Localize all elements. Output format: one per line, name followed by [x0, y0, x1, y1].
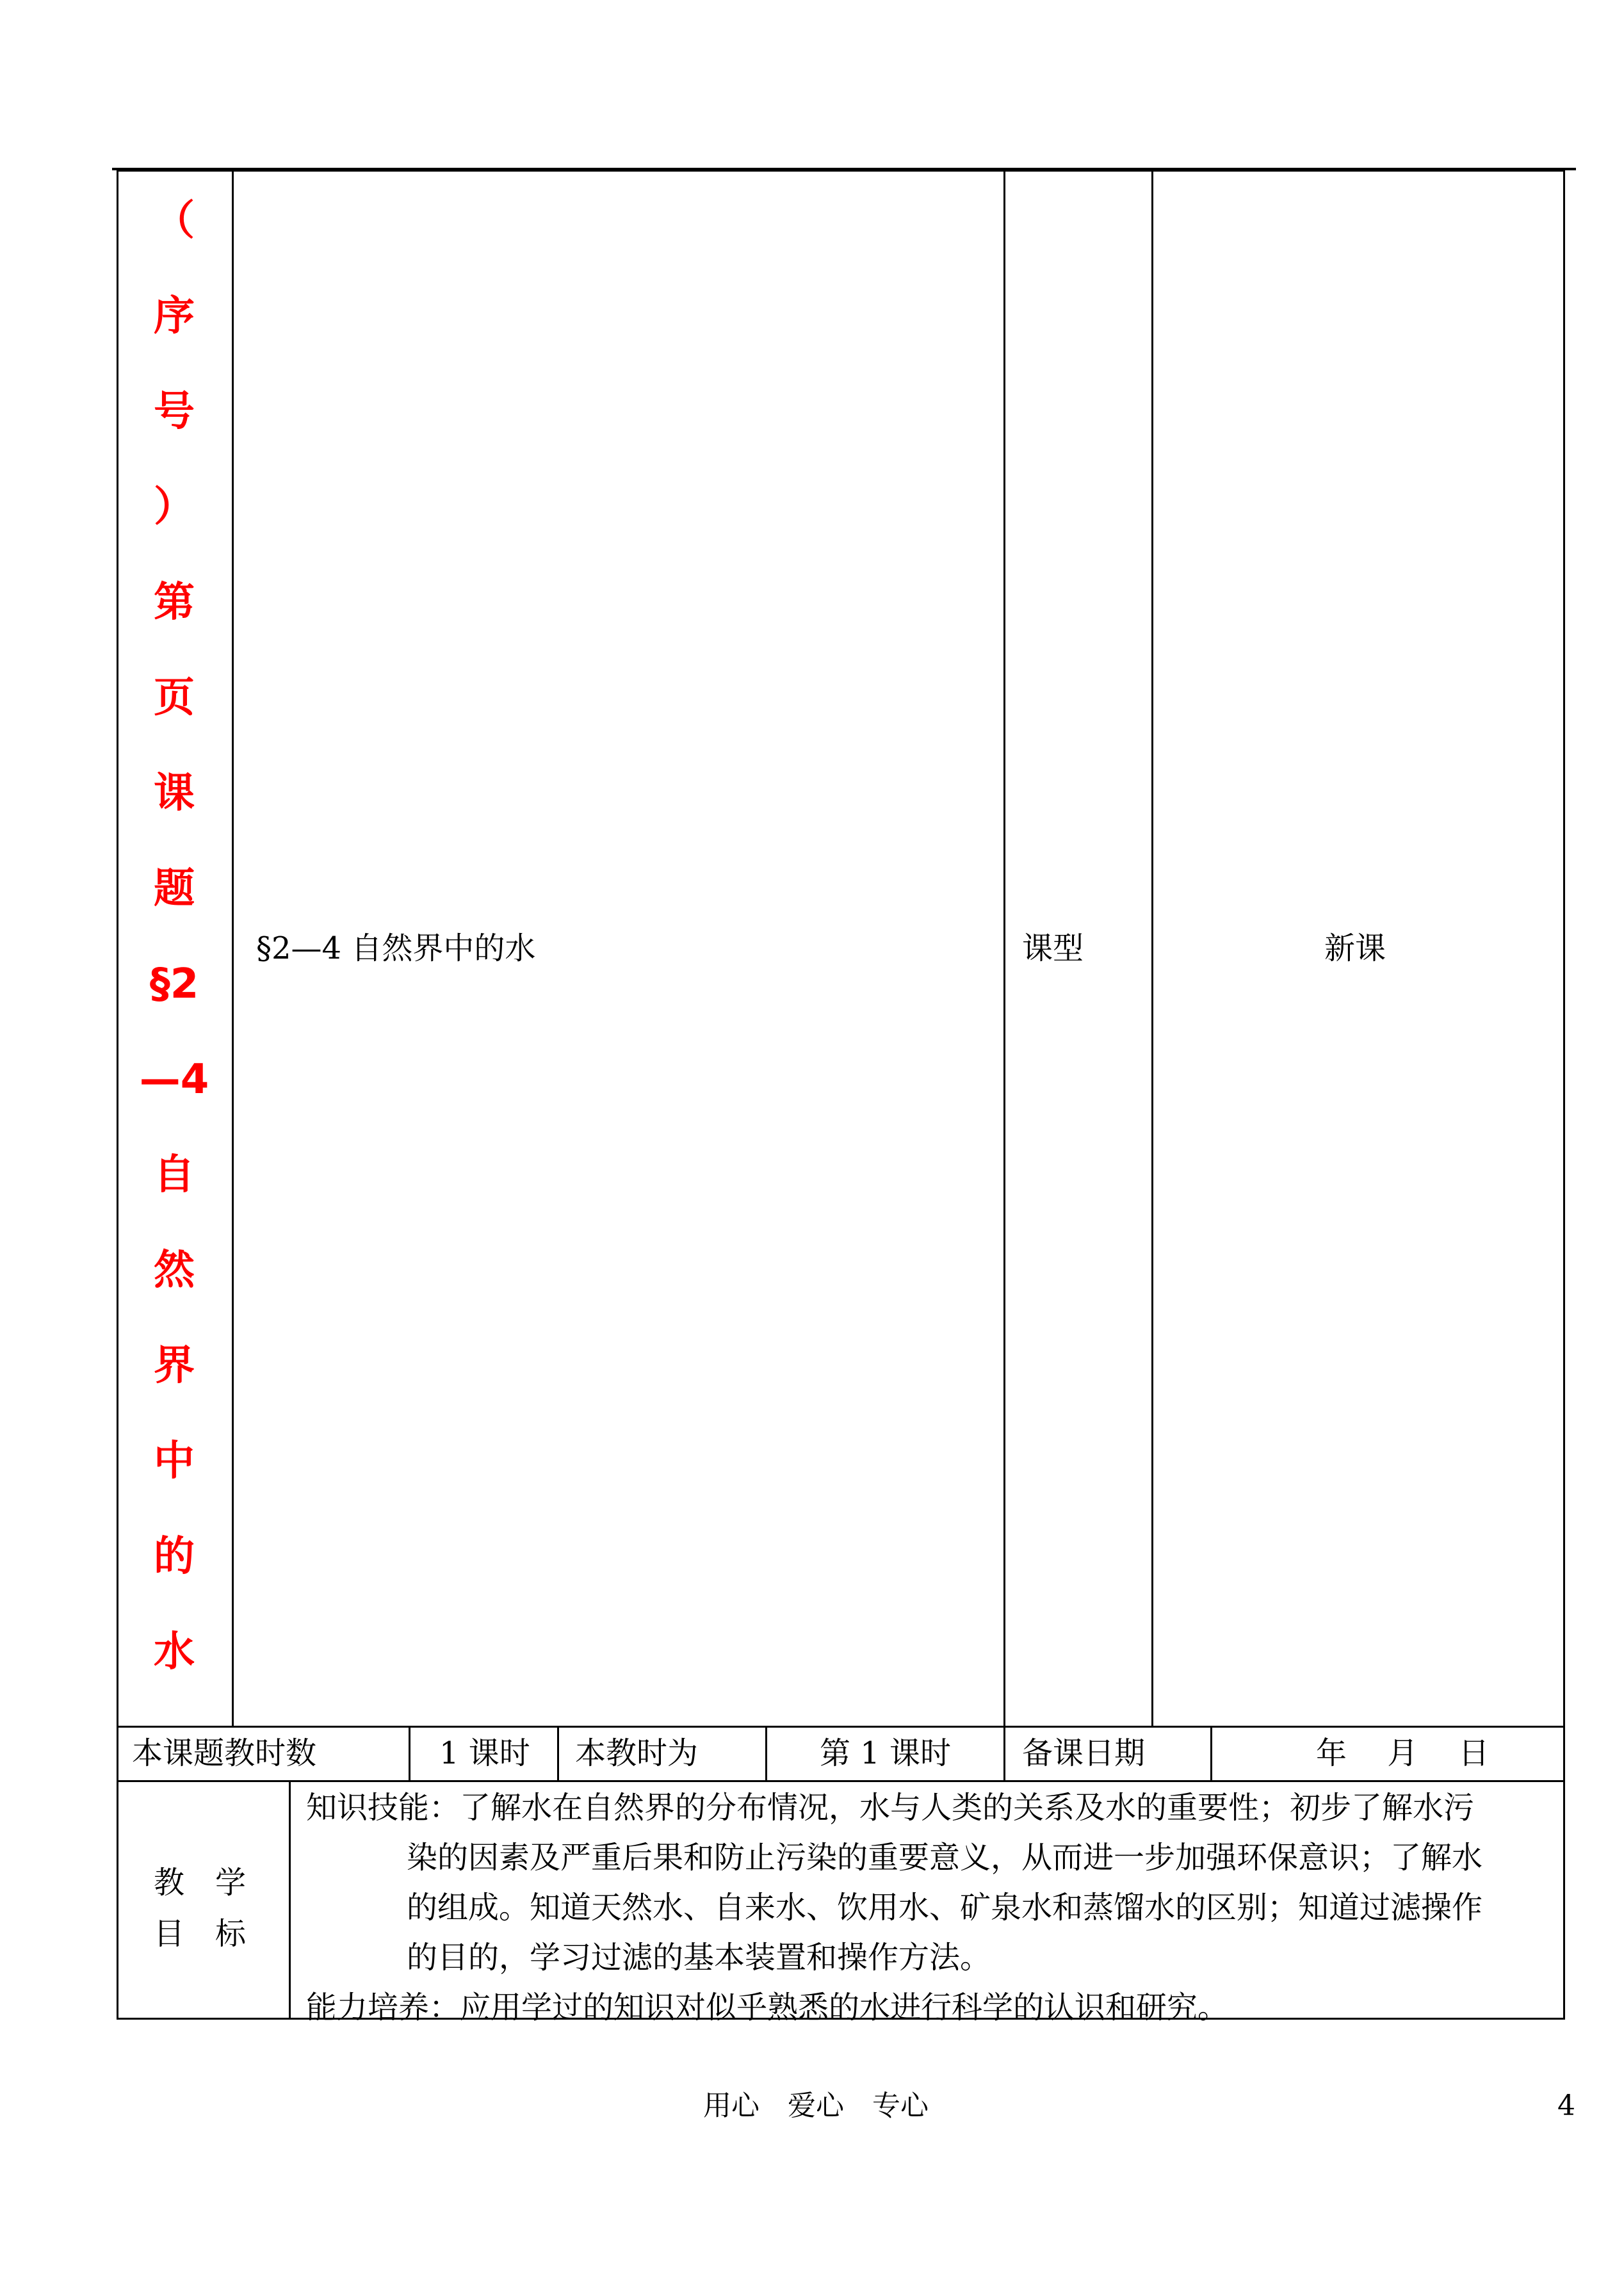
objective-line: 的目的，学习过滤的基本装置和操作方法。 [407, 1940, 991, 1975]
vertical-char: 自 [154, 1151, 195, 1199]
objective-line: 知识技能：了解水在自然界的分布情况，水与人类的关系及水的重要性；初步了解水污 [306, 1790, 1475, 1826]
objectives-label-line1: 教 学 [154, 1865, 247, 1901]
divider [117, 1726, 1565, 1728]
divider [289, 1780, 291, 2020]
total-hours-value: 1 课时 [439, 1735, 530, 1771]
current-hour-value: 第 1 课时 [820, 1735, 952, 1771]
lesson-type-label: 课型 [1022, 930, 1084, 966]
objective-line: 的组成。知道天然水、自来水、饮用水、矿泉水和蒸馏水的区别；知道过滤操作 [407, 1890, 1483, 1926]
vertical-char: 第 [154, 579, 195, 626]
vertical-char: ） [154, 483, 195, 531]
objective-line: 能力培养：应用学过的知识对似乎熟悉的水进行科学的认识和研究。 [306, 1990, 1229, 2025]
footer-motto: 用心 爱心 专心 [703, 2089, 929, 2122]
vertical-char: 界 [154, 1342, 195, 1390]
total-hours-label: 本课题教时数 [132, 1735, 317, 1771]
lesson-type-value: 新课 [1324, 930, 1386, 966]
objectives-text [306, 1783, 1558, 2032]
vertical-char: 的 [154, 1533, 195, 1580]
objective-line: 染的因素及严重后果和防止污染的重要意义，从而进一步加强环保意识；了解水 [407, 1840, 1483, 1876]
divider [1151, 170, 1153, 1727]
divider [1003, 1726, 1005, 1781]
page-number: 4 [1557, 2089, 1575, 2122]
vertical-char: 课 [154, 770, 195, 817]
prep-date-label: 备课日期 [1022, 1735, 1146, 1771]
divider [1003, 170, 1005, 1727]
divider [557, 1726, 559, 1781]
objectives-label-line2: 目 标 [154, 1916, 247, 1952]
prep-date-value: 年 月 日 [1316, 1735, 1490, 1771]
divider [1210, 1726, 1212, 1781]
vertical-char: —4 [139, 1056, 209, 1103]
vertical-char: §2 [149, 961, 199, 1008]
vertical-char: 中 [154, 1438, 195, 1485]
current-hour-label: 本教时为 [575, 1735, 699, 1771]
vertical-char: 然 [154, 1247, 195, 1294]
divider [765, 1726, 767, 1781]
vertical-char: 序 [154, 293, 195, 340]
vertical-char: 水 [154, 1628, 195, 1676]
vertical-char: 题 [154, 865, 195, 912]
divider [232, 170, 234, 1727]
vertical-char: 号 [154, 388, 195, 435]
divider [409, 1726, 410, 1781]
lesson-number-vertical [117, 173, 232, 1707]
vertical-char: （ [154, 197, 195, 245]
divider [117, 1780, 1565, 1782]
lesson-title: §2—4 自然界中的水 [256, 930, 536, 966]
vertical-char: 页 [154, 674, 195, 722]
